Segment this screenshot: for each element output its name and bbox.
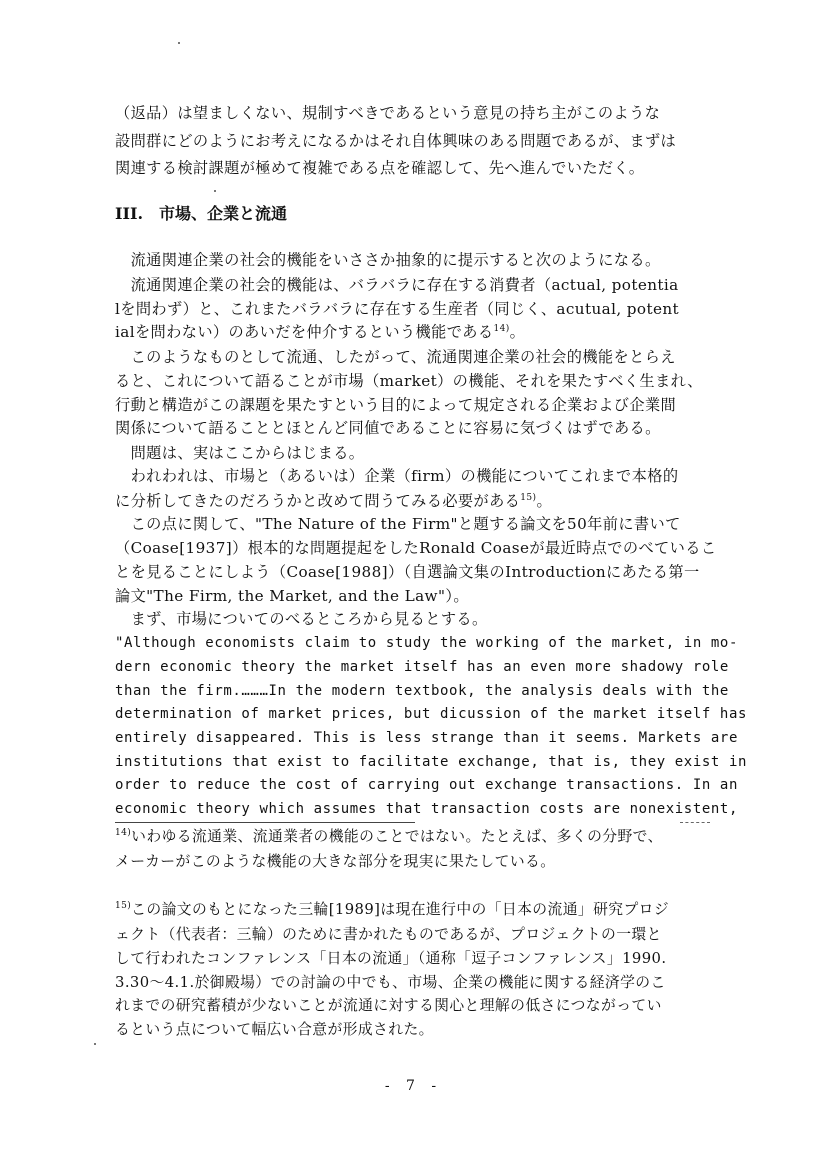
footnote-text: いわゆる流通業、流通業者の機能のことではない。たとえば、多くの分野で、 [131,828,663,845]
footnote-15 [115,898,713,922]
text-line: このようなものとして流通、したがって、流通関連企業の社会的機能をとらえ [115,348,676,366]
footnote-line: して行われたコンファレンス「日本の流通」（通称「逗子コンファレンス」1990. [115,950,667,967]
page-number: - 7 - [384,1078,443,1094]
scan-speck [94,1043,96,1045]
quote-line: dern economic theory the market itself has an even more shadowy role [115,659,729,675]
quote-line: economic theory which assumes that transaction costs are nonexistent, [115,801,738,817]
text-line: 流通関連企業の社会的機能は、バラバラに存在する消費者（actual, potentia [115,276,679,294]
text-line: lを問わず）と、これまたバラバラに存在する生産者（同じく、acutual, potent [115,300,680,318]
sentence-end: 。 [536,492,553,510]
footnote-14 [115,825,713,849]
footnote-ref-14: 14) [493,323,510,334]
quote-line: than the firm.………In the modern textbook, the analysis deals with the [115,683,729,699]
quote-line: entirely disappeared. This is less strange than it seems. Markets are [115,730,738,746]
text-line: 行動と構造がこの課題を果たすという目的によって規定される企業および企業間 [115,396,677,414]
section-heading: III. 市場、企業と流通 [115,204,288,223]
text-line: とを見ることにしよう（Coase[1988]）（自選論文集のIntroductionにあたる第一 [115,563,700,581]
text-line: （Coase[1937]）根本的な問題提起をしたRonald Coaseが最近時点でのべているこ [115,539,717,557]
text-line: （返品）は望ましくない、規制すべきであるという意見の持ち主がこのような [115,104,661,122]
text-line: 関連する検討課題が極めて複雑である点を確認して、先へ進んでいただく。 [115,159,645,177]
text-line: 関係について語ることとほとんど同値であることに容易に気づくはずである。 [115,419,661,437]
footnote-text: この論文のもとになった三輪[1989]は現在進行中の「日本の流通」研究プロジ [131,901,670,918]
text-line [115,320,713,344]
text-line: 論文"The Firm, the Market, and the Law"）。 [115,587,469,605]
footnote-line: ェクト（代表者：三輪）のために書かれたものであるが、プロジェクトの一環と [115,926,662,943]
text-line: まず、市場についてのべるところから見るとする。 [115,610,488,628]
text-line: 流通関連企業の社会的機能をいささか抽象的に提示すると次のようになる。 [115,251,661,269]
footnote-label: 14) [115,828,132,839]
text-line [115,489,713,513]
footnote-label: 15) [115,901,132,912]
quote-line: order to reduce the cost of carrying out exchange transactions. In an [115,777,738,793]
footnote-line: メーカーがこのような機能の大きな部分を現実に果たしている。 [115,853,556,870]
footnote-rule [115,822,415,823]
text-line: ると、これについて語ることが市場（market）の機能、それを果たすべく生まれ、 [115,372,703,390]
footnote-rule-fragment [680,822,710,823]
scan-speck [178,42,180,44]
text-line: 設問群にどのようにお考えになるかはそれ自体興味のある問題であるが、まずは [115,132,677,150]
text-line-body: に分析してきたのだろうかと改めて問うてみる必要がある [115,492,521,510]
text-line-body: ialを問わない）のあいだを仲介するという機能である [115,323,494,341]
scan-speck [214,190,216,192]
quote-line: "Although economists claim to study the working of the market, in mo- [115,635,738,651]
text-line: われわれは、市場と（あるいは）企業（firm）の機能についてこれまで本格的 [115,467,679,485]
footnote-line: 3.30～4.1.於御殿場）での討論の中でも、市場、企業の機能に関する経済学のこ [115,974,666,991]
text-line: 問題は、実はここからはじまる。 [115,444,365,462]
quote-line: institutions that exist to facilitate exchange, that is, they exist in [115,754,748,770]
quote-line: determination of market prices, but dicussion of the market itself has [115,706,748,722]
sentence-end: 。 [509,323,526,341]
footnote-line: れまでの研究蓄積が少ないことが流通に対する関心と理解の低さにつながってい [115,997,662,1014]
footnote-line: るという点について幅広い合意が形成された。 [115,1021,434,1038]
text-line: この点に関して、"The Nature of the Firm"と題する論文を50年前に書いて [115,515,681,533]
footnote-ref-15: 15) [520,492,537,503]
